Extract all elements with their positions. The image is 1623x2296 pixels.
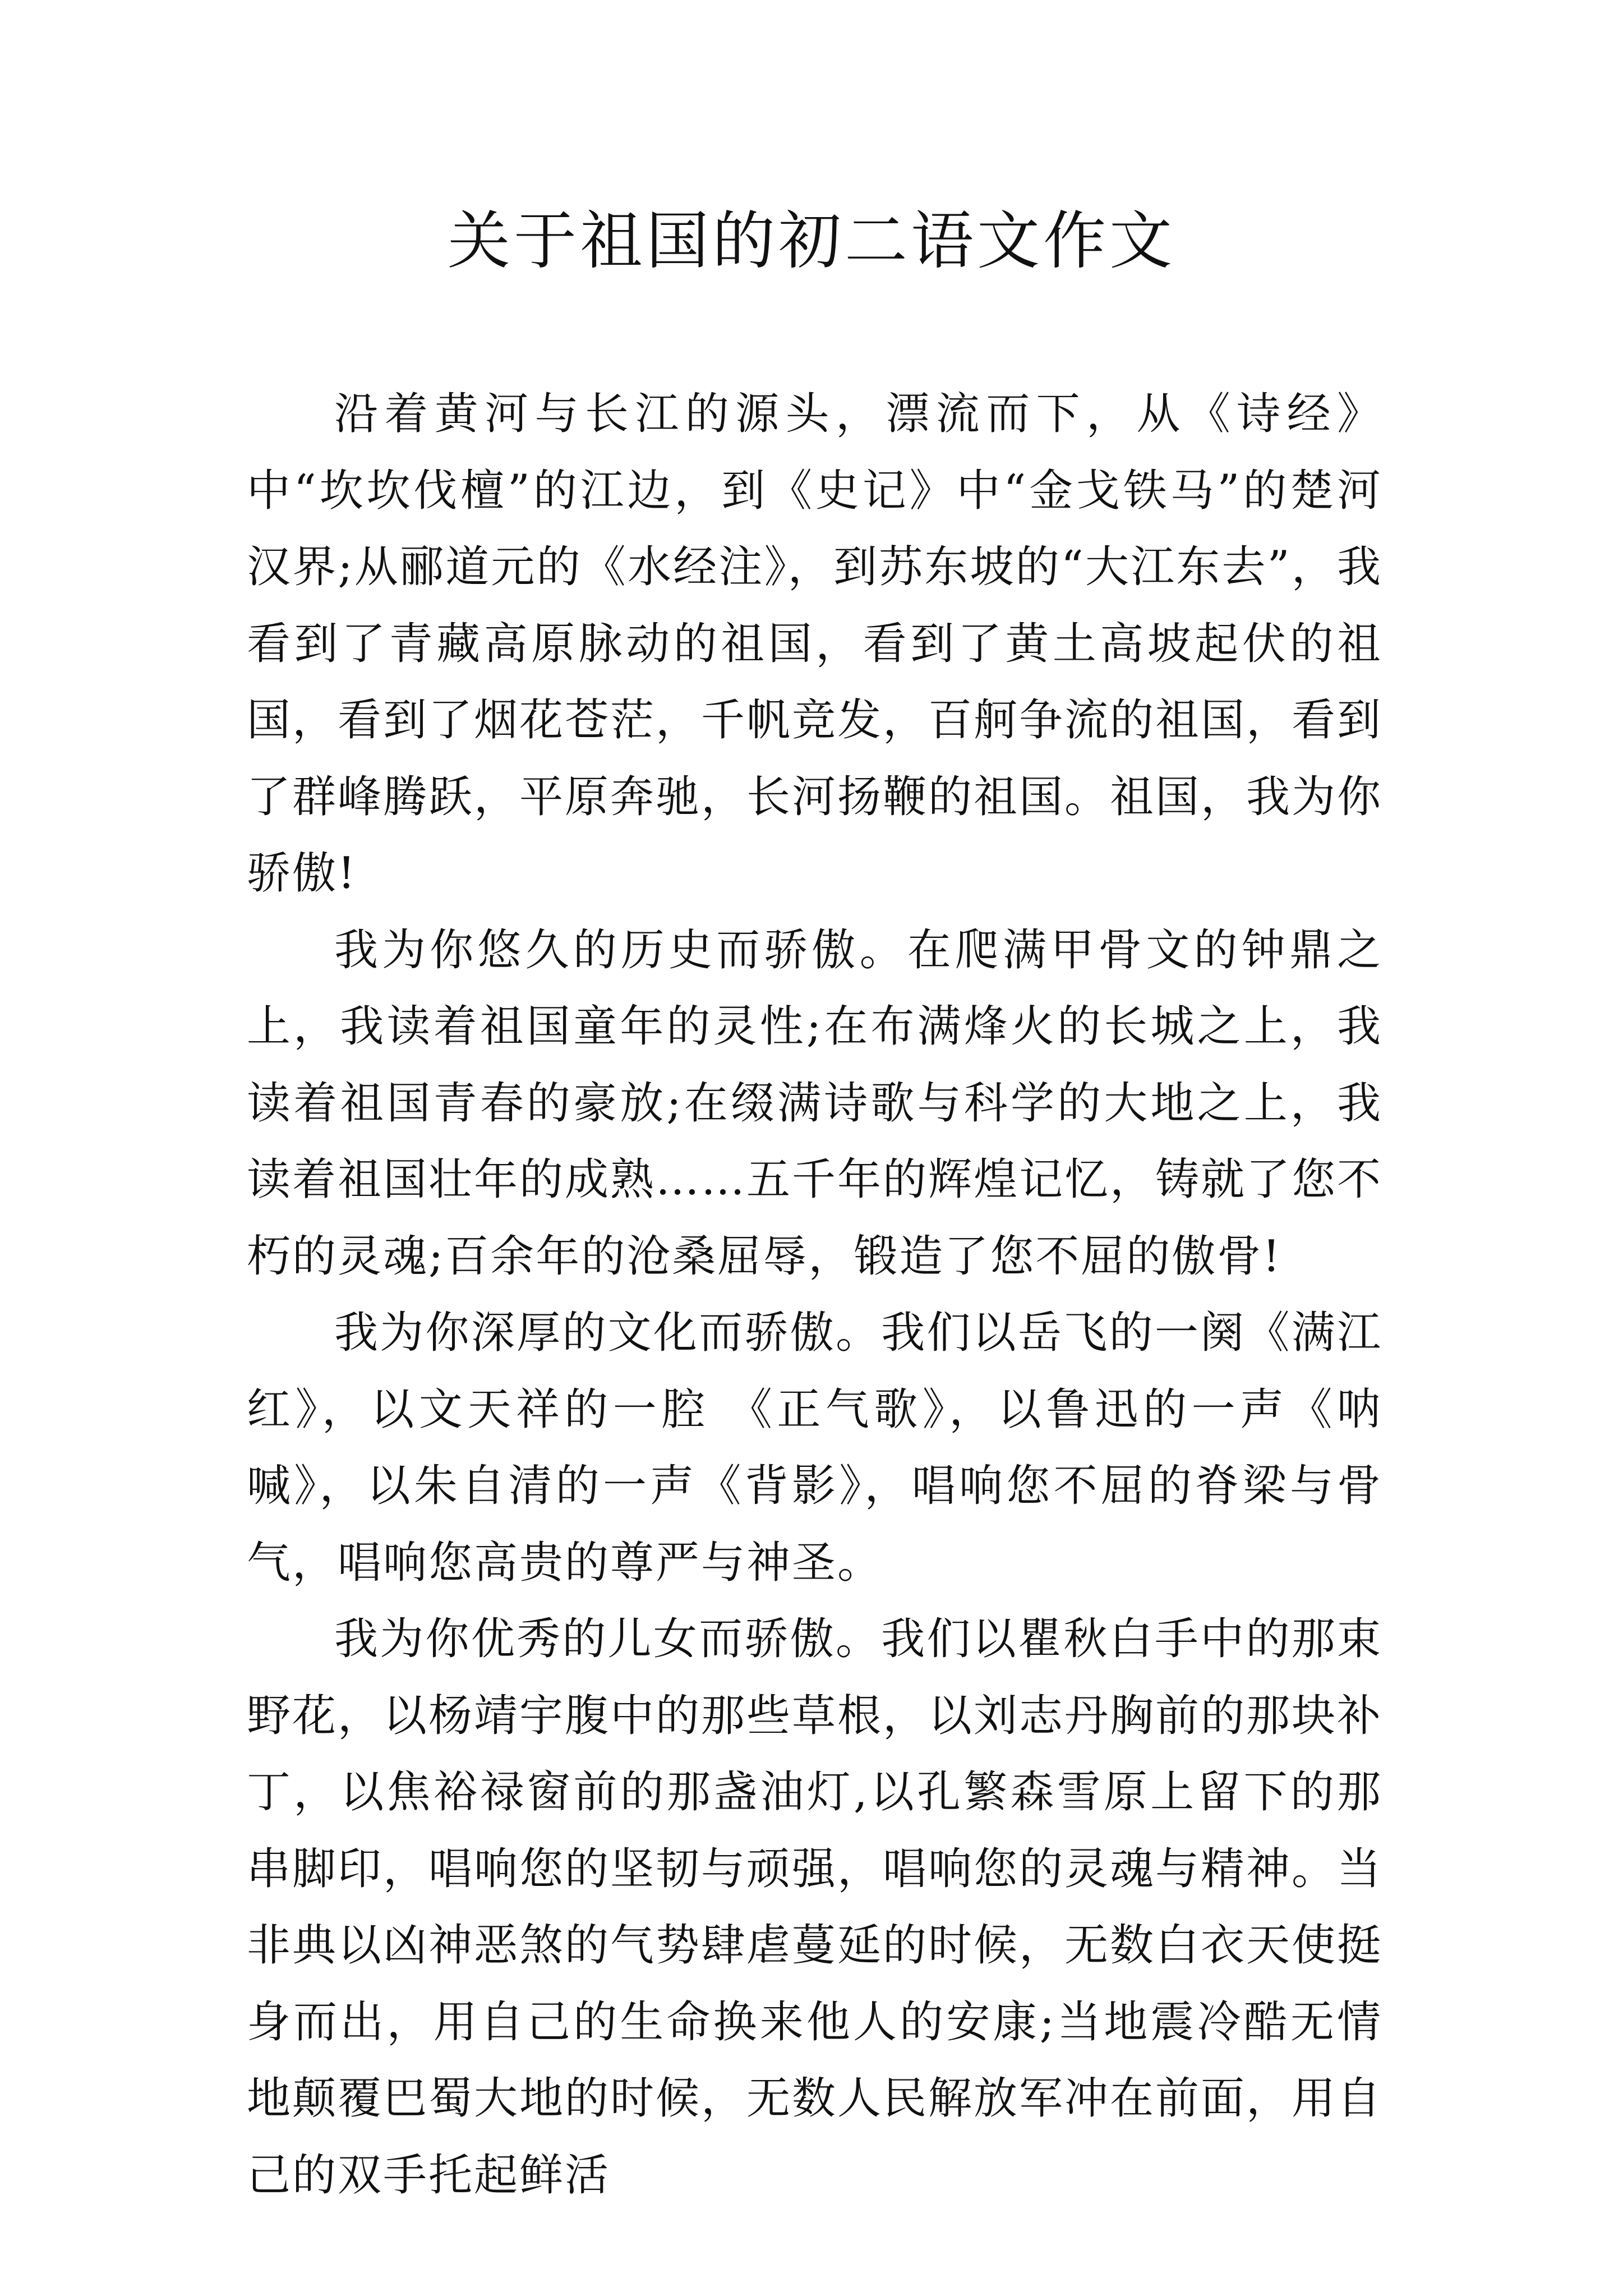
paragraph: 我为你优秀的儿女而骄傲。我们以瞿秋白手中的那束野花，以杨靖宇腹中的那些草根，以刘志丹胸前的那块补丁，以焦裕禄窗前的那盏油灯,以孔繁森雪原上留下的那串脚印，唱响您的坚韧与顽强，唱响您的灵魂与精神。当非典以凶神恶煞的气势肆虐蔓延的时候，无数白衣天使挺身而出，用自己的生命换来他人的安康;当地震冷酷无情地颠覆巴蜀大地的时候，无数人民解放军冲在前面，用自己的双手托起鲜活	[247, 1614, 1383, 2201]
paragraph: 我为你深厚的文化而骄傲。我们以岳飞的一阕《满江红》，以文天祥的一腔 《正气歌》，以鲁迅的一声《呐喊》，以朱自清的一声《背影》，唱响您不屈的脊梁与骨气，唱响您高贵的尊严与神圣。	[247, 1308, 1382, 1588]
paragraph: 我为你悠久的历史而骄傲。在爬满甲骨文的钟鼎之上，我读着祖国童年的灵性;在布满烽火的长城之上，我读着祖国青春的豪放;在缀满诗歌与科学的大地之上，我读着祖国壮年的成熟……五千年的辉煌记忆，铸就了您不朽的灵魂;百余年的沧桑屈辱，锻造了您不屈的傲骨!	[247, 924, 1383, 1282]
paragraph: 沿着黄河与长江的源头，漂流而下，从《诗经》中“坎坎伐檀”的江边，到《史记》中“金戈铁马”的楚河汉界;从郦道元的《水经注》，到苏东坡的“大江东去”，我看到了青藏高原脉动的祖国，看到了黄土高坡起伏的祖国，看到了烟花苍茫，千帆竞发，百舸争流的祖国，看到了群峰腾跃，平原奔驰，长河扬鞭的祖国。祖国，我为你骄傲!	[247, 389, 1383, 899]
document-title: 关于祖国的初二语文作文	[448, 205, 1175, 278]
essay-body	[247, 376, 1382, 2214]
